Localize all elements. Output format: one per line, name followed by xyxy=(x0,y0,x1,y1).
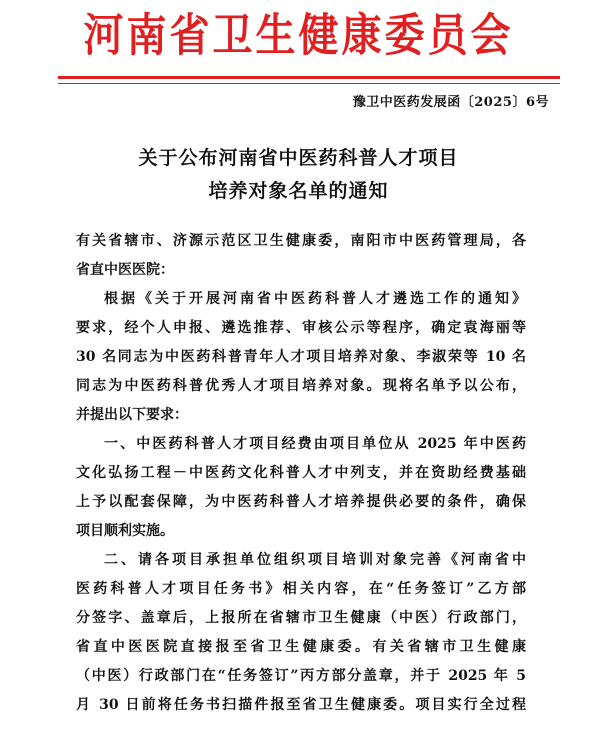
document-number: 豫卫中医药发展函〔2025〕6号 xyxy=(352,95,549,110)
red-rule-thick xyxy=(58,76,560,79)
notice-title xyxy=(0,142,597,208)
body-line: 项目顺利实施。 xyxy=(76,523,174,539)
body-line: 分签字、盖章后，上报所在省辖市卫生健康（中医）行政部门， xyxy=(76,610,526,626)
body-line: 有关省辖市、济源示范区卫生健康委，南阳市中医药管理局，各 xyxy=(76,233,526,249)
body-line: （中医）行政部门在“任务签订”丙方部分盖章，并于 2025 年 5 xyxy=(76,668,526,684)
body-line: 月 30 日前将任务书扫描件报至省卫生健康委。项目实行全过程 xyxy=(76,697,526,713)
notice-body xyxy=(76,227,526,720)
body-line: 要求，经个人申报、遴选推荐、审核公示等程序，确定袁海丽等 xyxy=(76,320,526,336)
body-line: 30 名同志为中医药科普青年人才项目培养对象、李淑荣等 10 名 xyxy=(76,349,526,365)
body-line: 医药科普人才项目任务书》相关内容，在“任务签订”乙方部 xyxy=(76,581,526,597)
agency-masthead: 河南省卫生健康委员会 xyxy=(83,9,514,62)
body-line: 根据《关于开展河南省中医药科普人才遴选工作的通知》 xyxy=(104,291,526,307)
red-rule-thin xyxy=(58,83,560,84)
body-line: 并提出以下要求： xyxy=(76,407,188,423)
body-line: 文化弘扬工程－中医药文化科普人才中列支，并在资助经费基础 xyxy=(76,465,526,481)
body-line: 上予以配套保障，为中医药科普人才培养提供必要的条件，确保 xyxy=(76,494,526,510)
body-line: 一、中医药科普人才项目经费由项目单位从 2025 年中医药 xyxy=(104,436,526,452)
notice-title-line-2: 培养对象名单的通知 xyxy=(208,180,389,202)
notice-title-line-1: 关于公布河南省中医药科普人才项目 xyxy=(138,147,459,169)
body-line: 省直中医医院直接报至省卫生健康委。有关省辖市卫生健康 xyxy=(76,639,526,655)
body-line: 同志为中医药科普优秀人才项目培养对象。现将名单予以公布， xyxy=(76,378,526,394)
body-line: 二、请各项目承担单位组织项目培训对象完善《河南省中 xyxy=(104,552,526,568)
body-line: 省直中医医院： xyxy=(76,262,174,278)
